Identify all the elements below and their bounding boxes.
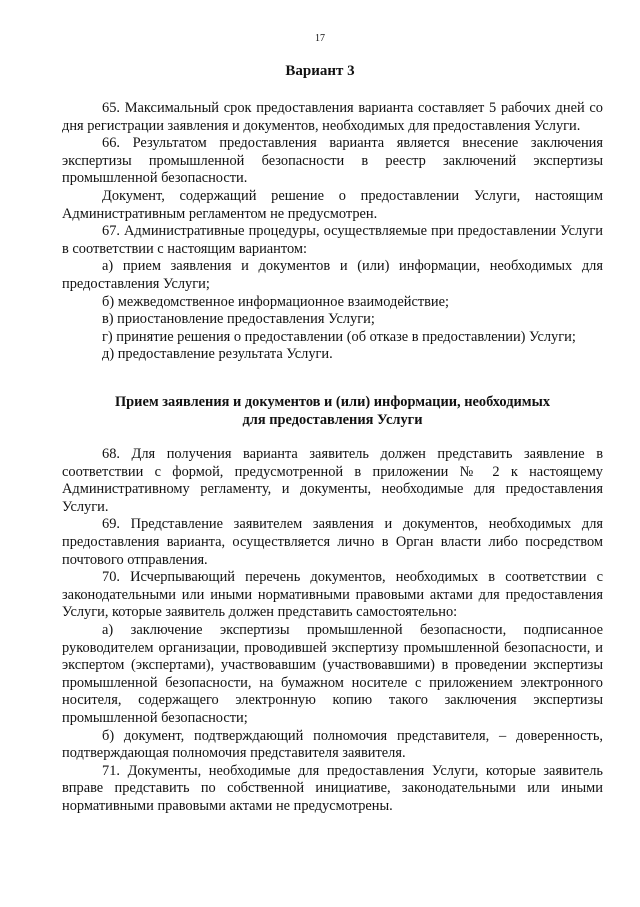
paragraph-68: 68. Для получения варианта заявитель должен представить заявление в соответствии с формой, предусмотренной в приложении № 2 к настоящему Административному регламенту, и документы, необходимые для предоставления Услуги. — [62, 446, 603, 515]
procedure-item-a: а) прием заявления и документов и (или) информации, необходимых для предоставления Услуги; — [62, 258, 603, 292]
paragraph-69: 69. Представление заявителем заявления и документов, необходимых для предоставления варианта, осуществляется лично в Орган власти либо посредством почтового отправления. — [62, 516, 603, 568]
procedure-item-b: б) межведомственное информационное взаимодействие; — [102, 293, 450, 310]
paragraph-71: 71. Документы, необходимые для предоставления Услуги, которые заявитель вправе представить по собственной инициативе, законодательными или иными нормативными правовыми актами не предусмотрены. — [62, 762, 603, 814]
page-number: 17 — [315, 33, 325, 44]
paragraph-65: 65. Максимальный срок предоставления варианта составляет 5 рабочих дней со дня регистрации заявления и документов, необходимых для предоставления Услуги. — [62, 100, 603, 134]
variant-title: Вариант 3 — [285, 63, 355, 79]
procedure-item-e: д) предоставление результата Услуги. — [102, 346, 333, 363]
paragraph-66: 66. Результатом предоставления варианта является внесение заключения экспертизы промышленной безопасности в реестр заключений экспертизы промышленной безопасности. — [62, 135, 603, 187]
section-heading-line-2: для предоставления Услуги — [242, 411, 423, 428]
procedure-item-c: в) приостановление предоставления Услуги; — [102, 311, 375, 328]
document-item-a: а) заключение экспертизы промышленной безопасности, подписанное руководителем организации, проводившей экспертизу промышленной безопасности, и экспертом (экспертами), участвовавшим (участвовавшими) в проведении экспертизы промышленной безопасности, на бумажном носителе с приложением электронного носителя, содержащего электронную копию такого заключения экспертизы промышленной безопасности; — [62, 621, 603, 726]
section-variant-overview — [62, 100, 603, 364]
paragraph-document-note: Документ, содержащий решение о предоставлении Услуги, настоящим Административным регламентом не предусмотрен. — [62, 187, 603, 222]
document-item-b: б) документ, подтверждающий полномочия представителя, – доверенность, подтверждающая полномочия представителя заявителя. — [62, 727, 603, 762]
procedure-item-d: г) принятие решения о предоставлении (об отказе в предоставлении) Услуги; — [102, 328, 576, 345]
paragraph-67: 67. Административные процедуры, осуществляемые при предоставлении Услуги в соответствии с настоящим вариантом: — [62, 223, 603, 257]
section-heading-line-1: Прием заявления и документов и (или) информации, необходимых — [114, 394, 551, 410]
section-application-intake — [62, 394, 603, 429]
section-application-intake-body — [62, 446, 603, 815]
paragraph-70: 70. Исчерпывающий перечень документов, необходимых в соответствии с законодательными или иными нормативными правовыми актами для предоставления Услуги, которые заявитель должен представить самостоятельно: — [62, 569, 603, 621]
